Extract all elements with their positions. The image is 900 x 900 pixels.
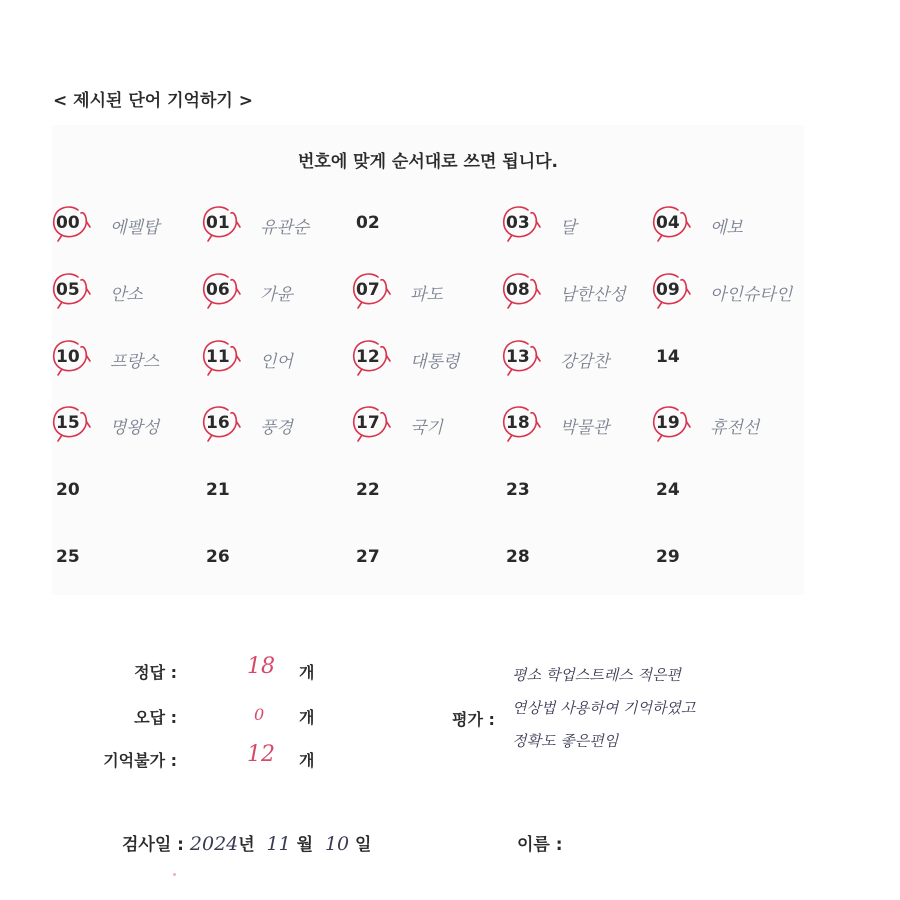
name-field — [517, 830, 563, 855]
word-number: 12 — [356, 347, 380, 367]
word-cell — [52, 470, 202, 530]
handwritten-answer: 안소 — [110, 285, 143, 305]
score-section — [52, 652, 804, 778]
word-cell — [652, 403, 802, 463]
word-cell — [52, 203, 202, 263]
handwritten-answer: 달 — [560, 218, 577, 238]
word-cell — [502, 403, 652, 463]
word-cell — [202, 203, 352, 263]
unrecalled-value: 12 — [247, 742, 275, 767]
word-cell — [352, 403, 502, 463]
word-cell — [202, 270, 352, 330]
correct-value: 18 — [247, 654, 275, 679]
word-number: 01 — [206, 213, 230, 233]
word-number: 19 — [656, 413, 680, 433]
word-number: 02 — [356, 213, 380, 233]
word-cell — [352, 537, 502, 597]
word-number: 14 — [656, 347, 680, 367]
evaluation-line: 연상법 사용하여 기억하였고 — [512, 699, 696, 717]
handwritten-answer: 인어 — [260, 352, 293, 372]
word-cell — [202, 337, 352, 397]
correct-label: 정답 : — [134, 663, 177, 682]
word-cell — [652, 337, 802, 397]
unrecalled-unit: 개 — [299, 751, 315, 770]
word-number: 24 — [656, 480, 680, 500]
handwritten-answer: 에보 — [710, 218, 743, 238]
test-date — [122, 830, 371, 855]
word-number: 15 — [56, 413, 80, 433]
word-cell — [52, 270, 202, 330]
word-cell — [652, 203, 802, 263]
wrong-value: 0 — [254, 705, 265, 724]
test-year: 2024 — [189, 833, 239, 855]
word-number: 27 — [356, 547, 380, 567]
word-cell — [52, 337, 202, 397]
word-number: 21 — [206, 480, 230, 500]
wrong-unit: 개 — [299, 708, 315, 727]
stray-mark — [173, 873, 176, 876]
evaluation-line: 평소 학업스트레스 적은편 — [512, 666, 681, 684]
handwritten-answer: 국기 — [410, 418, 443, 438]
word-number: 28 — [506, 547, 530, 567]
wrong-row — [52, 697, 392, 737]
day-unit: 일 — [355, 835, 372, 855]
handwritten-answer: 풍경 — [260, 418, 293, 438]
word-cell — [202, 470, 352, 530]
word-cell — [502, 203, 652, 263]
word-cell — [502, 470, 652, 530]
word-number: 25 — [56, 547, 80, 567]
word-number: 04 — [656, 213, 680, 233]
test-month: 11 — [266, 833, 291, 855]
wrong-label: 오답 : — [134, 708, 177, 727]
word-number: 10 — [56, 347, 80, 367]
handwritten-answer: 강감찬 — [560, 352, 610, 372]
evaluation-line: 정확도 좋은편임 — [512, 732, 619, 750]
handwritten-answer: 유관순 — [260, 218, 310, 238]
test-date-label: 검사일 : — [122, 835, 184, 855]
word-cell — [52, 403, 202, 463]
word-cell — [652, 470, 802, 530]
word-cell — [502, 337, 652, 397]
name-label: 이름 : — [517, 835, 563, 855]
instruction-text: 번호에 맞게 순서대로 쓰면 됩니다. — [297, 152, 559, 172]
word-number: 22 — [356, 480, 380, 500]
word-cell — [202, 537, 352, 597]
word-number: 18 — [506, 413, 530, 433]
word-number: 26 — [206, 547, 230, 567]
word-number: 03 — [506, 213, 530, 233]
handwritten-answer: 프랑스 — [110, 352, 160, 372]
word-cell — [652, 537, 802, 597]
word-number: 00 — [56, 213, 80, 233]
word-number: 08 — [506, 280, 530, 300]
word-grid — [52, 125, 804, 595]
word-cell — [352, 203, 502, 263]
word-number: 07 — [356, 280, 380, 300]
word-cell — [502, 537, 652, 597]
word-cell — [352, 270, 502, 330]
word-cell — [52, 537, 202, 597]
word-cell — [352, 470, 502, 530]
word-number: 11 — [206, 347, 230, 367]
word-number: 13 — [506, 347, 530, 367]
word-number: 23 — [506, 480, 530, 500]
handwritten-answer: 박물관 — [560, 418, 610, 438]
handwritten-answer: 대통령 — [410, 352, 460, 372]
correct-row — [52, 652, 392, 692]
handwritten-answer: 남한산성 — [560, 285, 626, 305]
page-title: < 제시된 단어 기억하기 > — [53, 91, 253, 111]
word-number: 29 — [656, 547, 680, 567]
word-number: 06 — [206, 280, 230, 300]
handwritten-answer: 아인슈타인 — [710, 285, 793, 305]
word-cell — [502, 270, 652, 330]
handwritten-answer: 가윤 — [260, 285, 293, 305]
correct-unit: 개 — [299, 663, 315, 682]
word-cell — [202, 403, 352, 463]
handwritten-answer: 휴전선 — [710, 418, 760, 438]
month-unit: 월 — [296, 835, 314, 855]
handwritten-answer: 파도 — [410, 285, 443, 305]
test-day: 10 — [324, 833, 350, 855]
word-cell — [652, 270, 802, 330]
word-number: 20 — [56, 480, 80, 500]
word-number: 05 — [56, 280, 80, 300]
word-number: 17 — [356, 413, 380, 433]
handwritten-answer: 명왕성 — [110, 418, 160, 438]
evaluation-label: 평가 : — [452, 710, 495, 729]
word-number: 16 — [206, 413, 230, 433]
year-unit: 년 — [238, 835, 255, 855]
word-number: 09 — [656, 280, 680, 300]
unrecalled-row — [52, 740, 392, 780]
handwritten-answer: 에펠탑 — [110, 218, 160, 238]
word-cell — [352, 337, 502, 397]
unrecalled-label: 기억불가 : — [103, 751, 177, 770]
